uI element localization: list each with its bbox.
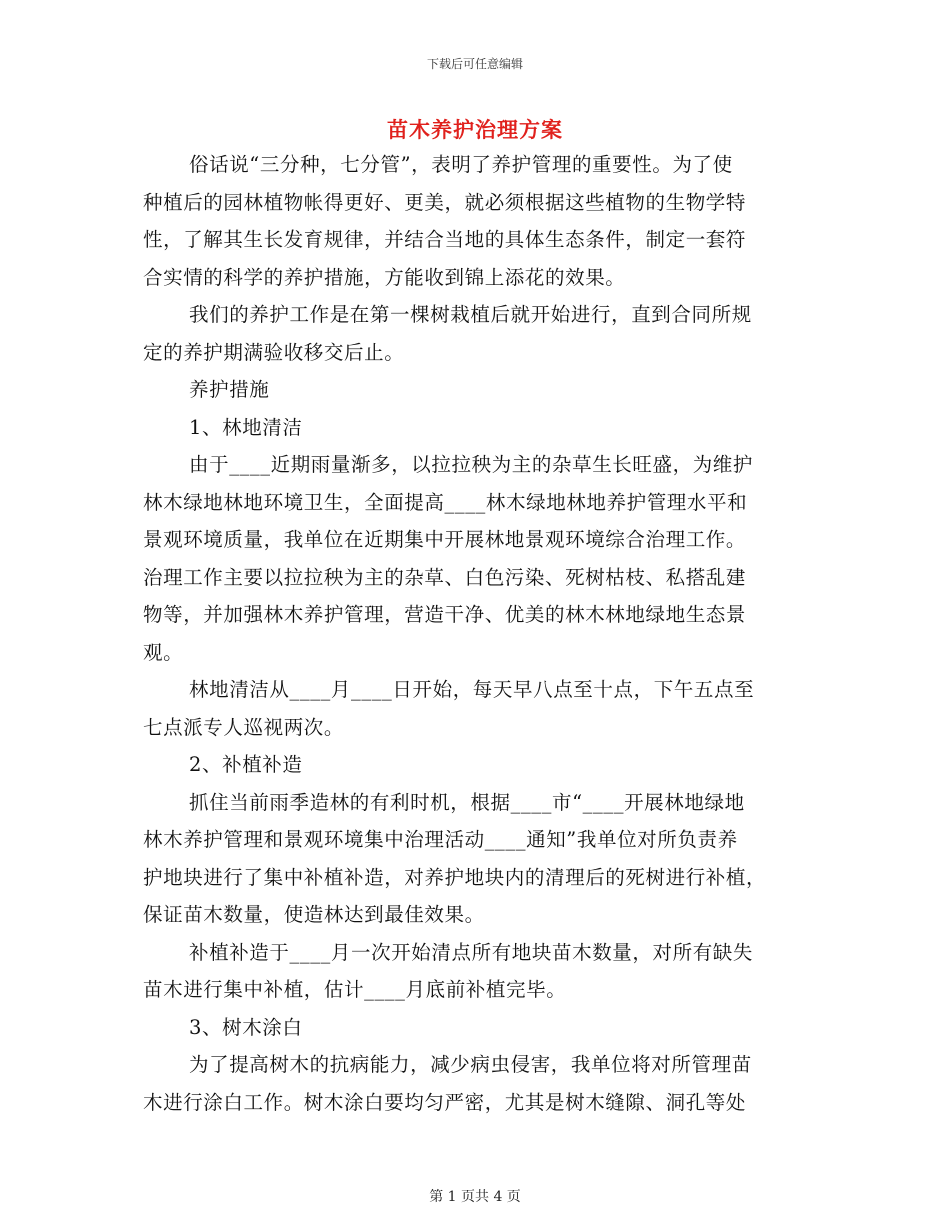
paragraph-line: 定的养护期满验收移交后止。 — [143, 340, 405, 364]
paragraph-line: 林地清洁从____月____日开始，每天早八点至十点，下午五点至 — [189, 678, 755, 701]
paragraph-line: 补植补造于____月一次开始清点所有地块苗木数量，对所有缺失 — [189, 940, 754, 964]
paragraph-line: 护地块进行了集中补植补造，对养护地块内的清理后的死树进行补植， — [143, 865, 767, 889]
paragraph-line: 林木绿地林地环境卫生，全面提高____林木绿地林地养护管理水平和 — [143, 490, 748, 514]
paragraph-line: 合实情的科学的养护措施，方能收到锦上添花的效果。 — [143, 265, 626, 289]
paragraph-line: 性，了解其生长发育规律，并结合当地的具体生态条件，制定一套符 — [143, 228, 747, 251]
paragraph-line: 俗话说“三分种，七分管”，表明了养护管理的重要性。为了使 — [189, 153, 733, 176]
paragraph-line: 治理工作主要以拉拉秧为主的杂草、白色污染、死树枯枝、私搭乱建 — [143, 565, 747, 589]
section-heading: 2、补植补造 — [189, 753, 303, 776]
paragraph-line: 景观环境质量，我单位在近期集中开展林地景观环境综合治理工作。 — [143, 528, 747, 551]
page-footer: 第 1 页共 4 页 — [429, 1189, 521, 1205]
paragraph-line: 七点派专人巡视两次。 — [143, 715, 345, 739]
section-heading: 1、林地清洁 — [189, 415, 303, 439]
paragraph-line: 物等，并加强林木养护管理，营造干净、优美的林木林地绿地生态景 — [143, 603, 747, 626]
paragraph-line: 由于____近期雨量渐多，以拉拉秧为主的杂草生长旺盛，为维护 — [189, 453, 754, 476]
paragraph-line: 为了提高树木的抗病能力，减少病虫侵害，我单位将对所管理苗 — [189, 1053, 752, 1076]
document-body — [143, 146, 803, 1121]
section-heading: 3、树木涂白 — [189, 1015, 303, 1039]
section-heading: 养护措施 — [189, 378, 270, 401]
paragraph-line: 苗木进行集中补植，估计____月底前补植完毕。 — [143, 978, 567, 1001]
document-title: 苗木养护治理方案 — [387, 117, 563, 142]
paragraph-line: 木进行涂白工作。树木涂白要均匀严密，尤其是树木缝隙、洞孔等处 — [143, 1090, 747, 1114]
page-header: 下载后可任意编辑 — [426, 57, 523, 71]
paragraph-line: 观。 — [143, 640, 184, 664]
paragraph-line: 种植后的园林植物帐得更好、更美，就必须根据这些植物的生物学特 — [143, 190, 747, 214]
paragraph-line: 保证苗木数量，使造林达到最佳效果。 — [143, 903, 485, 926]
paragraph-line: 抓住当前雨季造林的有利时机，根据____市“____开展林地绿地 — [189, 790, 745, 814]
paragraph-line: 林木养护管理和景观环境集中治理活动____通知”我单位对所负责养 — [143, 828, 738, 851]
paragraph-line: 我们的养护工作是在第一棵树栽植后就开始进行，直到合同所规 — [189, 303, 752, 326]
